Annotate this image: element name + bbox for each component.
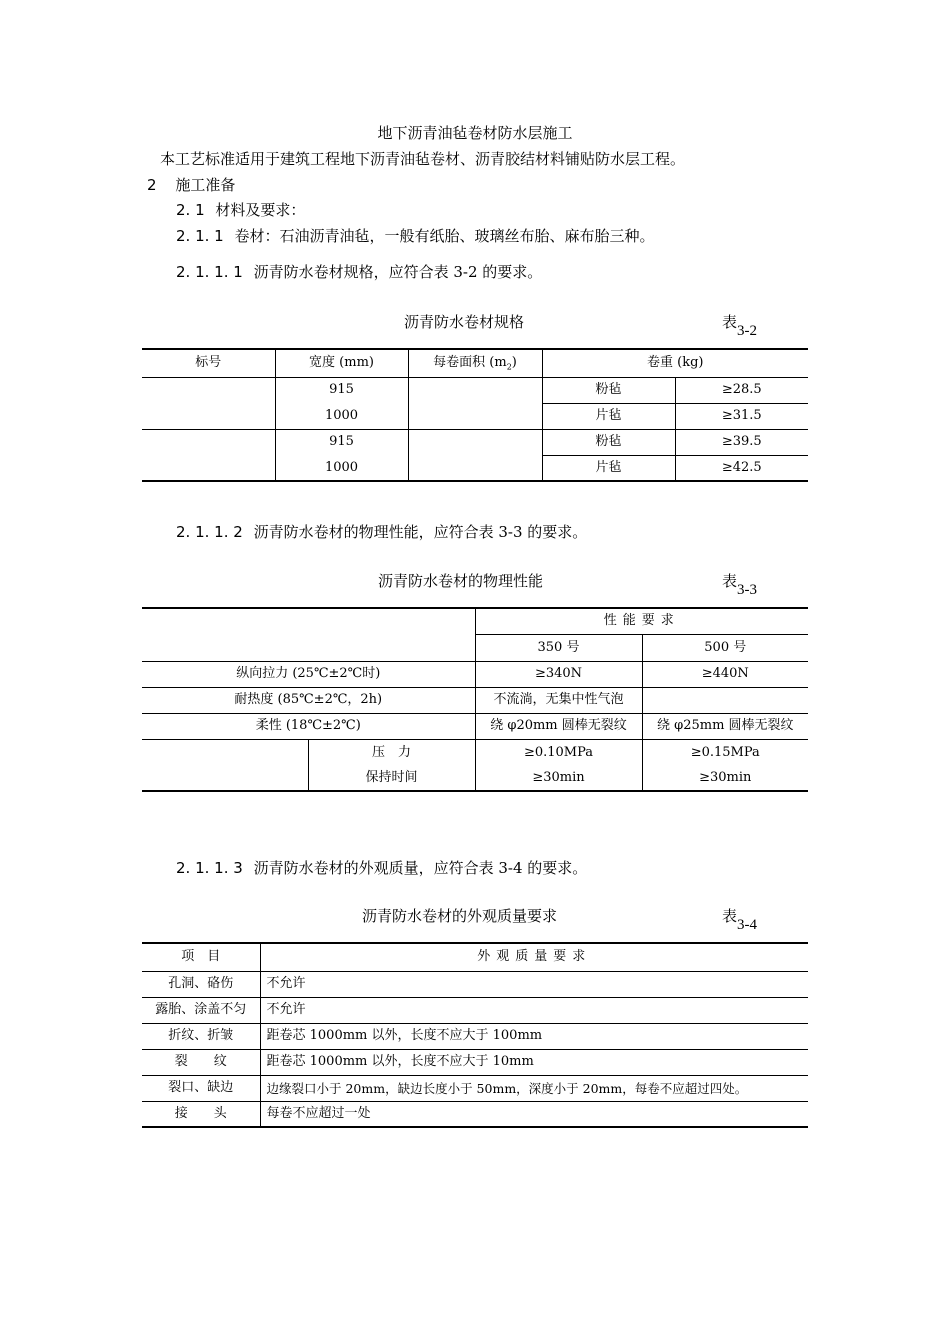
property-label: 柔性 (18℃±2℃) <box>142 713 475 739</box>
table-row <box>142 1049 808 1075</box>
table-row <box>142 997 808 1023</box>
section-number: 2 <box>147 176 157 194</box>
item-cell: 接 头 <box>142 1101 260 1127</box>
pressure-label: 压 力 <box>371 744 411 760</box>
type-cell: 粉毡 <box>542 429 675 455</box>
requirement-cell: 不允许 <box>260 997 808 1023</box>
clause-number: 2. 1. 1. 1 <box>176 263 243 281</box>
header-350: 350 号 <box>475 634 642 661</box>
clause-2-1-1-2 <box>176 521 587 542</box>
document-title: 地下沥青油毡卷材防水层施工 <box>377 124 573 142</box>
pressure-350: ≥0.10MPa <box>523 744 594 760</box>
requirement-cell: 每卷不应超过一处 <box>266 1105 371 1121</box>
weight-cell: ≥31.5 <box>675 403 808 429</box>
section-label: 施工准备 <box>175 176 236 194</box>
table-3-2-caption: 沥青防水卷材规格 <box>404 313 525 331</box>
header-area: 每卷面积 $(m_2)$ <box>408 349 542 377</box>
header-width: 宽度 (mm) <box>275 349 408 377</box>
clause-text: 沥青防水卷材的外观质量，应符合表 3-4 的要求。 <box>253 859 588 877</box>
item-cell: 裂 纹 <box>142 1049 260 1075</box>
requirement-cell: 距卷芯 1000mm 以外，长度不应大于 10mm <box>260 1049 808 1075</box>
table-row <box>142 687 808 713</box>
width-cell: 1000 <box>275 455 408 481</box>
value-350 <box>475 739 642 791</box>
table-label: 表 <box>722 313 738 331</box>
hold-time-label: 保持时间 <box>365 769 418 785</box>
table-row <box>142 377 808 403</box>
weight-cell: ≥42.5 <box>721 459 762 475</box>
table-row <box>142 971 808 997</box>
weight-cell: ≥39.5 <box>675 429 808 455</box>
clause-number: 2. 1. 1. 3 <box>176 859 243 877</box>
width-cell: 915 <box>275 377 408 403</box>
table-row <box>142 713 808 739</box>
clause-2-1-1-1 <box>176 261 542 282</box>
table-number: 3-3 <box>737 582 758 598</box>
value-350: ≥340N <box>475 661 642 687</box>
value-350: 绕 φ20mm 圆棒无裂纹 <box>475 713 642 739</box>
table-3-3 <box>142 607 808 792</box>
table-3-4 <box>142 942 808 1128</box>
table-number: 3-4 <box>737 917 758 933</box>
header-mark: 标号 <box>142 349 275 377</box>
table-3-2-number <box>722 311 758 339</box>
width-cell: 1000 <box>275 403 408 429</box>
clause-number: 2. 1. 1 <box>176 227 224 245</box>
weight-cell: ≥28.5 <box>675 377 808 403</box>
pressure-hold-labels <box>308 739 475 791</box>
clause-text: 沥青防水卷材的物理性能，应符合表 3-3 的要求。 <box>253 523 588 541</box>
type-cell: 片毡 <box>542 403 675 429</box>
type-cell: 片毡 <box>542 455 675 481</box>
table-label: 表 <box>722 572 738 590</box>
hold-500: ≥30min <box>699 769 752 785</box>
mark-cell <box>142 429 275 481</box>
item-cell: 孔洞、硌伤 <box>142 971 260 997</box>
clause-number: 2. 1 <box>176 201 205 219</box>
table-number: 3-2 <box>737 323 758 339</box>
table-label: 表 <box>722 907 738 925</box>
table-row <box>142 661 808 687</box>
impermeability-label-cell <box>142 739 308 791</box>
value-500 <box>642 739 808 791</box>
requirement-cell: 边缘裂口小于 20mm，缺边长度小于 50mm，深度小于 20mm，每卷不应超过四处。 <box>260 1075 808 1101</box>
header-requirement: 外观质量要求 <box>260 943 808 971</box>
header-500: 500 号 <box>642 634 808 661</box>
table-3-4-number <box>722 905 758 933</box>
property-label: 纵向拉力 (25℃±2℃时) <box>142 661 475 687</box>
table-3-3-number <box>722 570 758 598</box>
header-weight: 卷重 (kg) <box>542 349 808 377</box>
table-row <box>142 1075 808 1101</box>
table-row <box>142 739 808 791</box>
clause-number: 2. 1. 1. 2 <box>176 523 243 541</box>
area-cell <box>408 377 542 429</box>
header-item: 项 目 <box>142 943 260 971</box>
width-cell: 915 <box>275 429 408 455</box>
value-500: 绕 φ25mm 圆棒无裂纹 <box>642 713 808 739</box>
property-label: 耐热度 (85℃±2℃，2h) <box>142 687 475 713</box>
requirement-cell: 距卷芯 1000mm 以外，长度不应大于 100mm <box>260 1023 808 1049</box>
table-3-3-caption: 沥青防水卷材的物理性能 <box>378 572 544 590</box>
value-500: ≥440N <box>642 661 808 687</box>
performance-header: 性能要求 <box>475 608 808 634</box>
empty-header <box>142 608 475 661</box>
table-3-4-caption: 沥青防水卷材的外观质量要求 <box>362 907 558 925</box>
clause-text: 卷材：石油沥青油毡，一般有纸胎、玻璃丝布胎、麻布胎三种。 <box>234 227 655 245</box>
table-3-2 <box>142 348 808 482</box>
value-350: 不流淌，无集中性气泡 <box>475 687 642 713</box>
item-cell: 裂口、缺边 <box>142 1075 260 1101</box>
item-cell: 折纹、折皱 <box>142 1023 260 1049</box>
intro-paragraph: 本工艺标准适用于建筑工程地下沥青油毡卷材、沥青胶结材料铺贴防水层工程。 <box>160 150 686 168</box>
clause-text: 沥青防水卷材规格，应符合表 3-2 的要求。 <box>253 263 543 281</box>
table-row <box>142 1101 808 1127</box>
table-row <box>142 429 808 455</box>
hold-350: ≥30min <box>532 769 585 785</box>
clause-2-1-1 <box>176 225 655 246</box>
area-cell <box>408 429 542 481</box>
value-500 <box>642 687 808 713</box>
requirement-cell: 不允许 <box>260 971 808 997</box>
type-cell: 粉毡 <box>542 377 675 403</box>
clause-text: 材料及要求： <box>215 201 306 219</box>
clause-2-1-1-3 <box>176 857 587 878</box>
mark-cell <box>142 377 275 429</box>
table-row <box>142 1023 808 1049</box>
clause-2-1 <box>176 199 305 220</box>
section-2-heading <box>147 174 235 195</box>
pressure-500: ≥0.15MPa <box>690 744 760 760</box>
item-cell: 露胎、涂盖不匀 <box>142 997 260 1023</box>
